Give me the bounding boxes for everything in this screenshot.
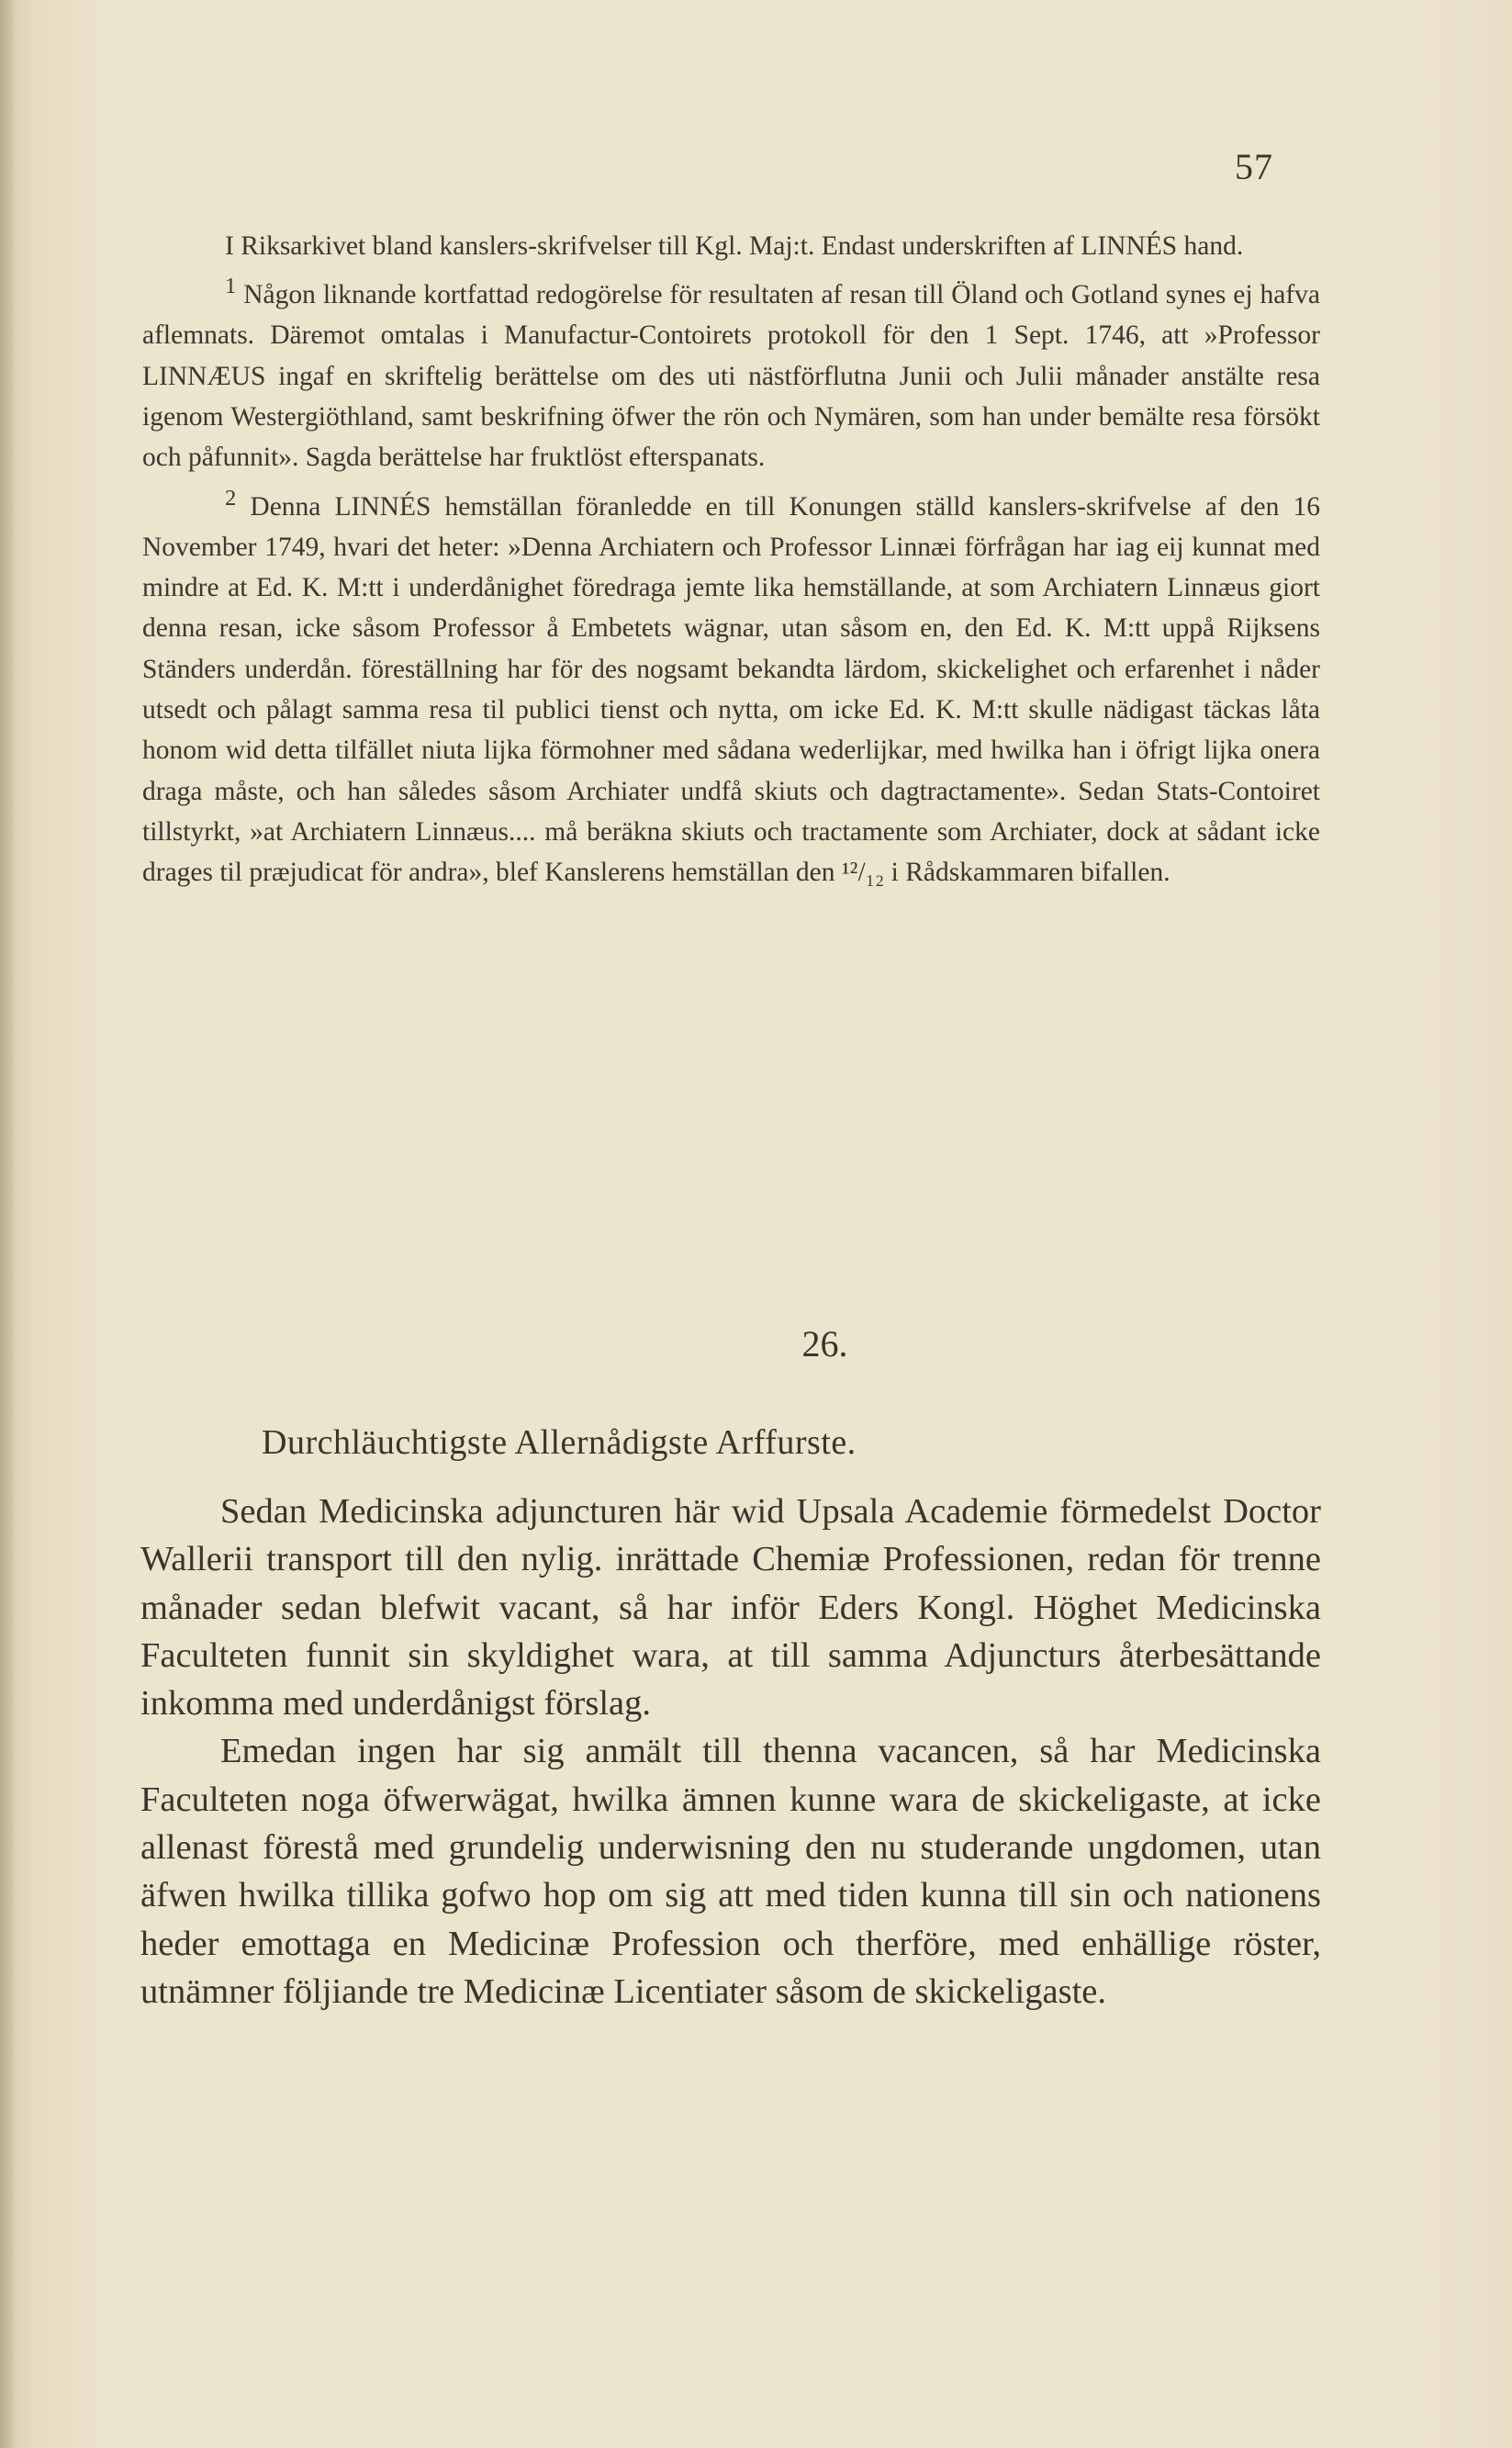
letter-paragraph-1: Sedan Medicinska adjuncturen här wid Upsala Academie förmedelst Doctor Wallerii transport till den nylig. inrättade Chemiæ Professionen, redan för trenne månader sedan blefwit vacant, så har inför Eders Kongl. Höghet Medicinska Faculteten funnit sin skyldighet wara, at till samma Adjuncturs återbesättande inkomma med underdånigst förslag. xyxy=(140,1492,1321,1724)
footnote-2 xyxy=(142,478,1320,893)
footnote-2-marker: 2 xyxy=(225,485,237,511)
footnote-2-text: Denna LINNÉS hemställan föranledde en till Konungen ställd kanslers-skrifvelse af den 16 November 1749, hvari det heter: »Denna Archiatern och Professor Linnæi förfrågan har iag eij kunnat med mindre at Ed. K. M:tt i underdånighet föredraga jemte lika hemställande, at som Archiatern Linnæus giort denna resan, icke såsom Professor å Embetets wägnar, utan såsom en, den Ed. K. M:tt uppå Rijksens Ständers underdån. föreställning har för des nogsamt bekandta lärdom, skickelighet och erfarenhet i nåder utsedt och pålagt samma resa til publici tienst och nytta, om icke Ed. K. M:tt skulle nädigast täckas låta honom wid detta tilfället niuta lijka förmohner med sådana wederlijkar, med hwilka han i öfrigt lijka onera draga måste, och han således såsom Archiater undfå skiuts och dagtractamente». Sedan Stats-Contoiret tillstyrkt, »at Archiatern Linnæus.... må beräkna skiuts och tractamente som Archiater, dock at sådant icke drages til præjudicat för andra», blef Kanslerens hemställan den ¹²/₁₂ i Rådskammaren bifallen. xyxy=(142,491,1320,888)
source-note: I Riksarkivet bland kanslers-skrifvelser till Kgl. Maj:t. Endast underskriften af LINNÉS hand. xyxy=(225,231,1244,261)
footnote-1-marker: 1 xyxy=(225,274,237,299)
page-number: 57 xyxy=(1235,146,1273,187)
letter-body xyxy=(140,1488,1321,2016)
footnote-1-text: Någon liknande kortfattad redogörelse för resultaten af resan till Öland och Gotland synes ej hafva aflemnats. Däremot omtalas i Manufactur-Contoirets protokoll för den 1 Sept. 1746, att »Professor LINNÆUS ingaf en skriftelig berättelse om des uti nästförflutna Junii och Julii månader anstälte resa igenom Westergiöthland, samt beskrifning öfwer the rön och Nymären, som han under bemälte resa försökt och påfunnit». Sagda berättelse har fruktlöst efterspanats. xyxy=(142,280,1321,473)
letter-salutation: Durchläuchtigste Allernådigste Arffurste. xyxy=(262,1423,857,1462)
footnote-1 xyxy=(142,266,1320,477)
page-edge-shadow xyxy=(0,0,17,2448)
letter-number: 26. xyxy=(801,1323,848,1364)
letter-paragraph-2: Emedan ingen har sig anmält till thenna vacancen, så har Medicinska Faculteten noga öfwerwägat, hwilka ämnen kunne wara de skickeligaste, at icke allenast förestå med grundelig underwisning den nu studerande ungdomen, utan äfwen hwilka tillika gofwo hop om sig att med tiden kunna till sin och nationens heder emottaga en Medicinæ Profession och therföre, med enhällige röster, utnämner följiande tre Medicinæ Licentiater såsom de skickeligaste. xyxy=(140,1732,1321,2011)
footnotes-block xyxy=(142,226,1320,893)
